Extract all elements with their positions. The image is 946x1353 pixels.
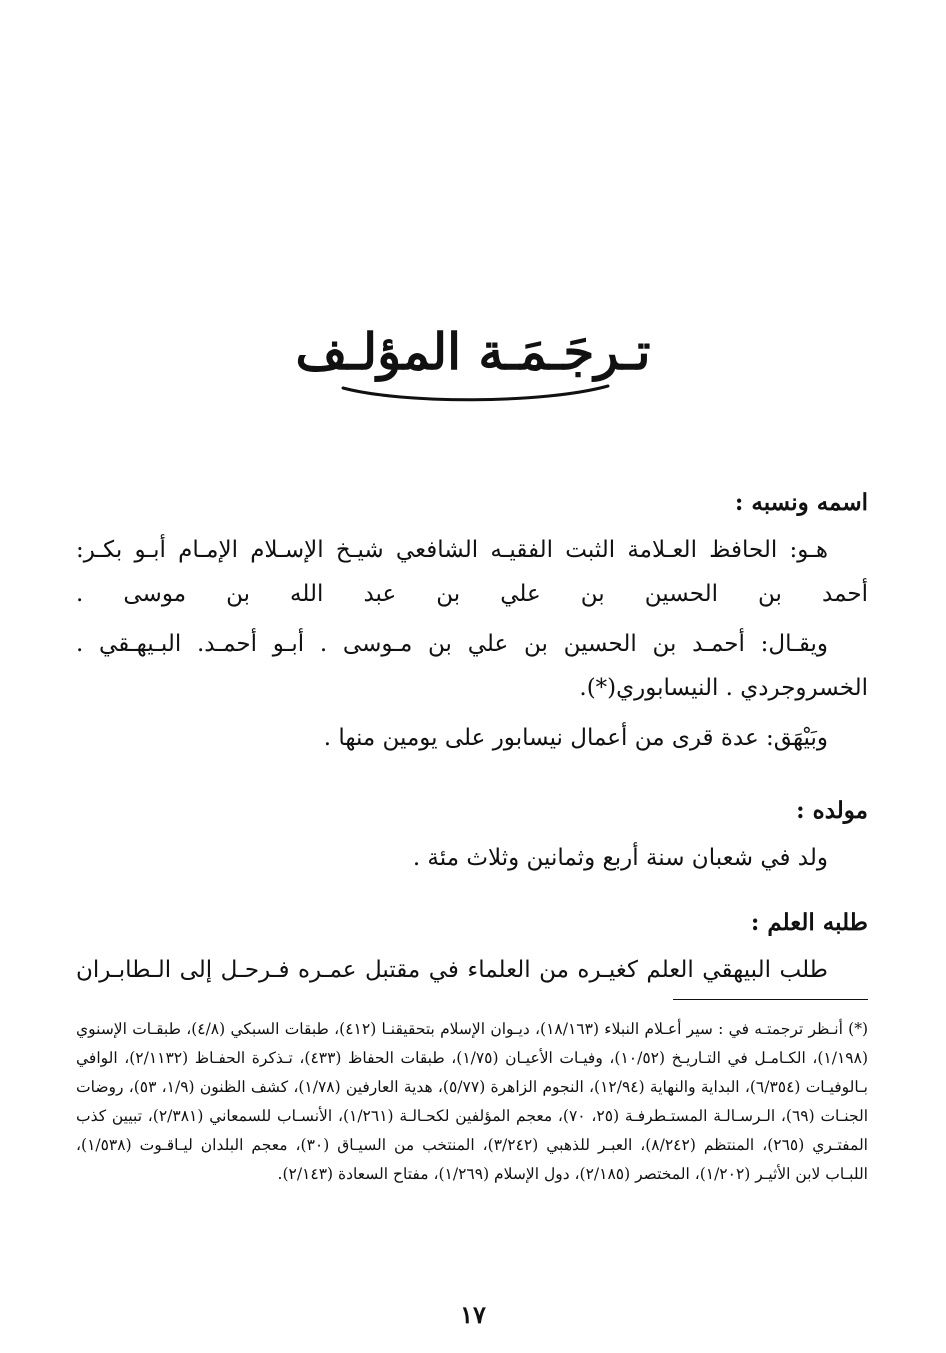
section-heading-seeking-knowledge: طلبه العلم : xyxy=(750,909,868,936)
paragraph-seeking-knowledge: طلب البيهقي العلم كغيـره من العلماء في مقتبل عمـره فـرحـل إلى الـطابـران xyxy=(76,957,828,983)
page-title: تـرجَـمَـة المؤلـف xyxy=(295,322,651,381)
footnote-separator xyxy=(673,999,868,1000)
title-swash-ornament xyxy=(323,382,623,406)
section-heading-birth: مولده : xyxy=(796,797,868,824)
main-text xyxy=(76,478,868,992)
title-block xyxy=(0,322,946,406)
paragraph-birth: ولد في شعبان سنة أربع وثمانين وثلاث مئة . xyxy=(412,845,828,871)
section-heading-name-lineage: اسمه ونسبه : xyxy=(734,489,868,516)
paragraph-bayhaq: وبَيْهَق: عدة قرى من أعمال نيسابور على يومين منها . xyxy=(323,725,828,751)
paragraph-alt-name: ويقـال: أحمـد بن الحسين بن علي بن مـوسى . أبـو أحمـد. البـيهـقي . الخسروجردي . النيسابوري(*). xyxy=(76,631,868,701)
page-number: ١٧ xyxy=(460,1300,486,1329)
footnote-sources: (*) أنـظر ترجمتـه في : سير أعـلام النبلاء (١٨/١٦٣)، ديـوان الإسلام بتحقيقنـا (٤١٢)، طبقات السبكي (٤/٨)، طبقـات الإسنوي (١/١٩٨)، الكـامـل في التـاريـخ (١٠/٥٢)، وفيـات الأعيـان (١/٧٥)، طبقات الحفاظ (٤٣٣)، تـذكرة الحفـاظ (٢/١١٣٢)، الوافي بـالوفيـات (٦/٣٥٤)، البداية والنهاية (١٢/٩٤)، النجوم الزاهرة (٥/٧٧)، هدية العارفين (١/٧٨)، كشف الظنون (١/٩، ٥٣)، روضات الجنـات (٦٩)، الـرسـالـة المستـطرفـة (٢٥، ٧٠)، معجم المؤلفين لكحـالـة (١/٢٦١)، الأنسـاب للسمعاني (٢/٣٨١)، تبيين كذب المفتـري (٢٦٥)، المنتظم (٨/٢٤٢)، العبـر للذهبي (٣/٢٤٢)، المنتخب من السيـاق (٣٠)، معجم البلدان ليـاقـوت (١/٥٣٨)، اللبـاب لابن الأثيـر (١/٢٠٢)، المختصر (٢/١٨٥)، دول الإسلام (١/٢٦٩)، مفتاح السعادة (٢/١٤٣). xyxy=(76,1020,869,1183)
paragraph-name: هـو: الحافظ العـلامة الثبت الفقيـه الشافعي شيـخ الإسـلام الإمـام أبـو بكـر: أحمد بن الحسين بن علي بن عبد الله بن موسى . xyxy=(76,537,868,607)
